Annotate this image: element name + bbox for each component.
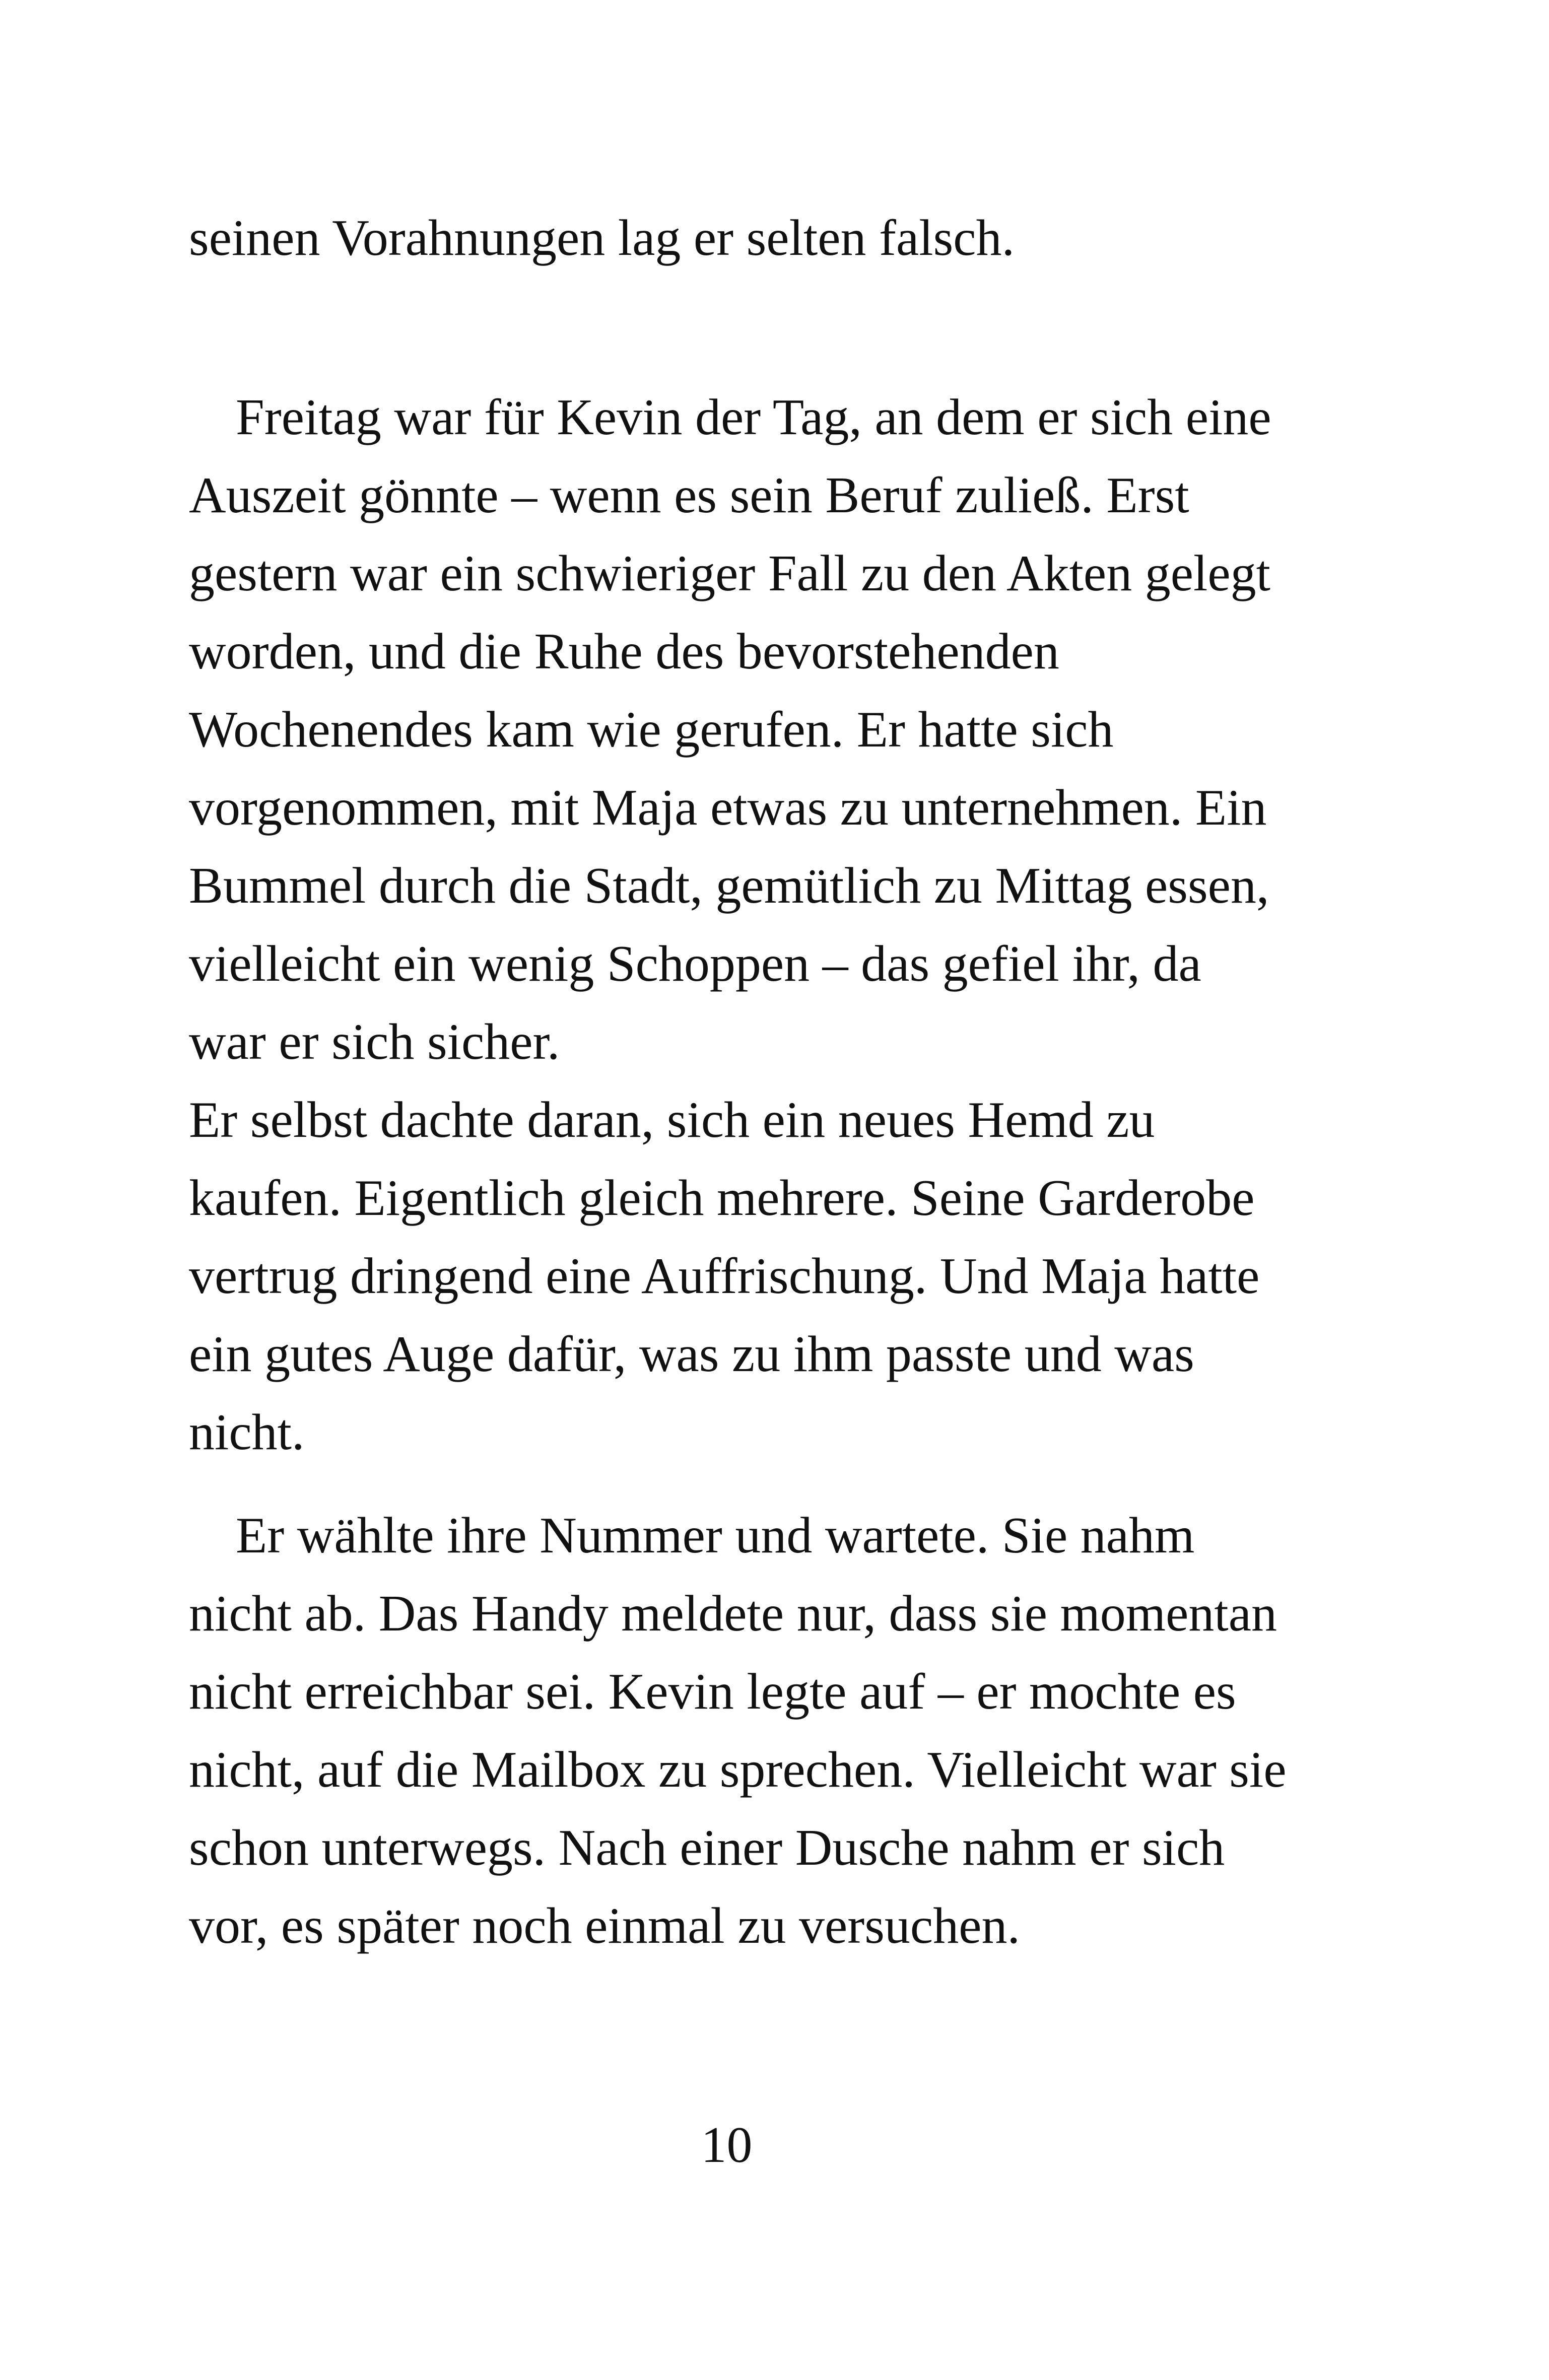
text-line: Bummel durch die Stadt, gemütlich zu Mittag essen, [189, 857, 1269, 914]
text-line: seinen Vorahnungen lag er selten falsch. [189, 210, 1015, 266]
text-line: Er selbst dachte daran, sich ein neues Hemd zu [189, 1092, 1155, 1148]
text-line: Auszeit gönnte – wenn es sein Beruf zuließ. Erst [189, 467, 1189, 524]
text-line: Wochenendes kam wie gerufen. Er hatte sich [189, 701, 1114, 758]
text-line: nicht. [189, 1404, 305, 1461]
paragraph-first-line: Freitag war für Kevin der Tag, an dem er sich eine [236, 389, 1271, 446]
text-line: schon unterwegs. Nach einer Dusche nahm er sich [189, 1819, 1225, 1876]
text-line: worden, und die Ruhe des bevorstehenden [189, 623, 1059, 680]
text-line: ein gutes Auge dafür, was zu ihm passte und was [189, 1326, 1194, 1383]
text-line: nicht erreichbar sei. Kevin legte auf – er mochte es [189, 1663, 1236, 1720]
text-line: vorgenommen, mit Maja etwas zu unternehmen. Ein [189, 779, 1267, 836]
page-number: 10 [701, 2117, 753, 2173]
text-line: vor, es später noch einmal zu versuchen. [189, 1897, 1020, 1954]
text-line: vertrug dringend eine Auffrischung. Und Maja hatte [189, 1248, 1260, 1305]
text-line: kaufen. Eigentlich gleich mehrere. Seine Garderobe [189, 1170, 1255, 1227]
text-line: war er sich sicher. [189, 1013, 560, 1070]
text-line: nicht ab. Das Handy meldete nur, dass sie momentan [189, 1585, 1277, 1642]
text-line: gestern war ein schwieriger Fall zu den Akten gelegt [189, 545, 1270, 602]
text-line: nicht, auf die Mailbox zu sprechen. Vielleicht war sie [189, 1741, 1287, 1798]
text-line: vielleicht ein wenig Schoppen – das gefiel ihr, da [189, 935, 1201, 992]
paragraph-first-line: Er wählte ihre Nummer und wartete. Sie nahm [236, 1507, 1195, 1564]
